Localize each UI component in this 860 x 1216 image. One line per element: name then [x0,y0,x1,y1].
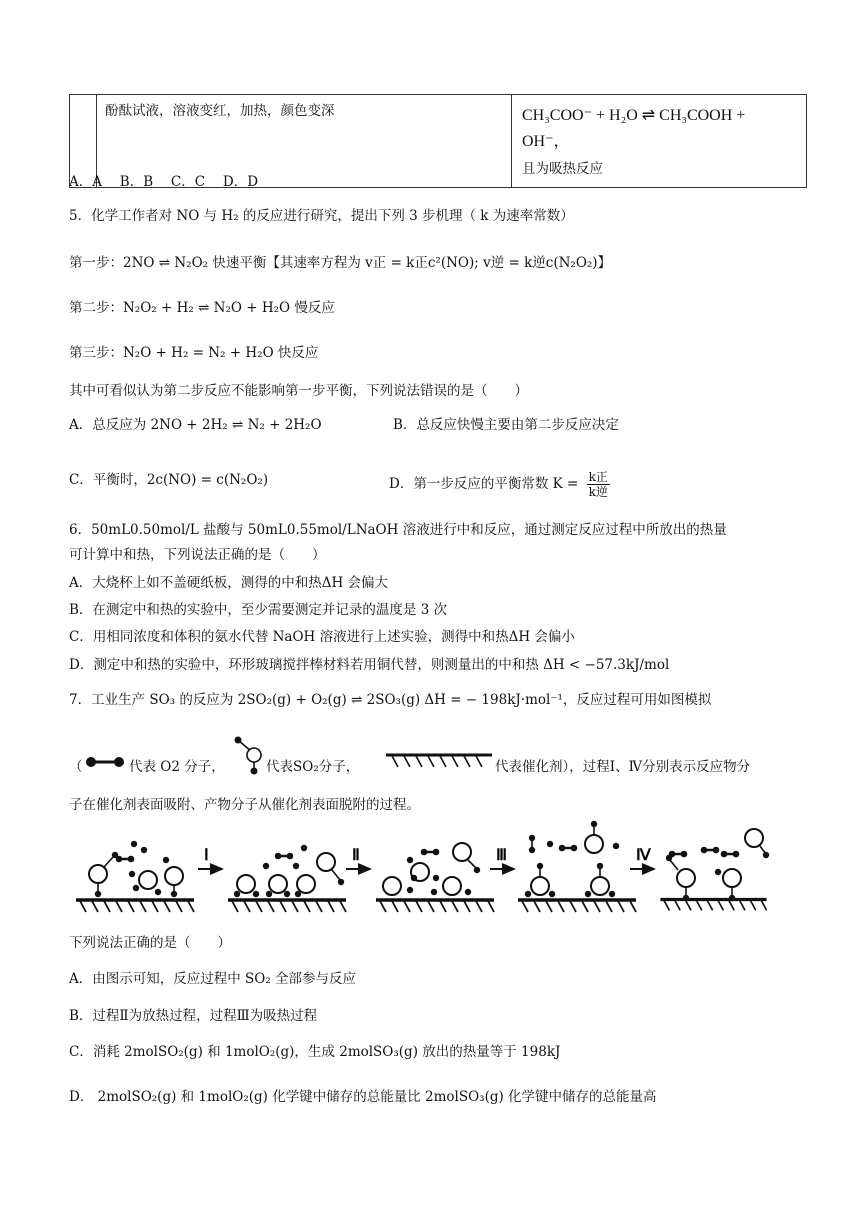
panel-adsorption [228,845,346,912]
q5-stem: 5．化学工作者对 NO 与 H₂ 的反应进行研究，提出下列 3 步机理（ k 为速率常数） [69,208,574,224]
q5-option-d-prefix: D．第一步反应的平衡常数 K = [389,476,579,492]
table-explanation-cell [512,95,807,188]
q5-option-d[interactable] [389,470,610,499]
step-label-1: Ⅰ [204,847,209,864]
catalyst-icon [384,752,494,770]
q6-stem-line2: 可计算中和热，下列说法正确的是（ ） [69,547,326,563]
q7-option-d[interactable]: D． 2molSO₂(g) 和 1molO₂(g) 化学键中储存的总能量比 2molSO₃(g) 化学键中储存的总能量高 [69,1089,657,1105]
q5-step2: 第二步：N₂O₂ + H₂ ⇌ N₂O + H₂O 慢反应 [69,300,335,316]
panel-reaction [376,843,494,912]
o2-molecule-icon [84,752,128,772]
q7-legend-so2-text: 代表SO₂分子， [266,759,360,775]
panel-product [518,821,636,912]
q5-step1: 第一步：2NO ⇌ N₂O₂ 快速平衡【其速率方程为 v正 = k正c²(NO); v逆 = k逆c(N₂O₂)】 [69,255,612,271]
q6-option-d[interactable]: D．测定中和热的实验中，环形玻璃搅拌棒材料若用铜代替，则测量出的中和热 ΔH < −57.3kJ/mol [69,657,670,673]
panel-desorption [660,829,769,910]
q7-legend-line2: 子在催化剂表面吸附、产物分子从催化剂表面脱附的过程。 [69,797,420,813]
table-equation: CH₃COO⁻ + H₂O ⇌ CH₃COOH + OH⁻， [522,107,746,150]
q6-option-a[interactable]: A．大烧杯上如不盖硬纸板，测得的中和热ΔH 会偏大 [69,575,389,591]
step-label-3: Ⅲ [496,847,508,864]
q7-option-b[interactable]: B．过程Ⅱ为放热过程，过程Ⅲ为吸热过程 [69,1008,318,1024]
reaction-process-figure [70,814,770,926]
q5-option-c[interactable]: C．平衡时，2c(NO) = c(N₂O₂) [69,472,269,488]
q5-ask: 其中可看似认为第二步反应不能影响第一步平衡，下列说法错误的是（ ） [69,383,528,399]
q5-step3: 第三步：N₂O + H₂ = N₂ + H₂O 快反应 [69,345,319,361]
q7-ask: 下列说法正确的是（ ） [69,935,231,951]
table-note: 且为吸热反应 [522,161,603,177]
q7-legend-catalyst-text: 代表催化剂），过程Ⅰ、Ⅳ分别表示反应物分 [495,759,751,775]
q5-option-b[interactable]: B．总反应快慢主要由第二步反应决定 [393,417,619,433]
q6-option-b[interactable]: B．在测定中和热的实验中，至少需要测定并记录的温度是 3 次 [69,602,448,618]
q4-options: A．A B．B C．C D．D [69,174,259,190]
q6-option-c[interactable]: C．用相同浓度和体积的氨水代替 NaOH 溶液进行上述实验，测得中和热ΔH 会偏小 [69,629,575,645]
q7-option-a[interactable]: A．由图示可知，反应过程中 SO₂ 全部参与反应 [69,971,357,987]
panel-initial [76,841,194,912]
step-label-2: Ⅱ [352,847,360,864]
step-label-4: Ⅳ [636,847,651,864]
q6-stem-line1: 6．50mL0.50mol/L 盐酸与 50mL0.55mol/LNaOH 溶液进行中和反应，通过测定反应过程中所放出的热量 [69,522,727,538]
q7-legend-open: （ [69,759,83,775]
k-denominator: k逆 [588,485,608,499]
so2-molecule-icon [232,734,266,776]
q7-option-c[interactable]: C．消耗 2molSO₂(g) 和 1molO₂(g)，生成 2molSO₃(g) 放出的热量等于 198kJ [69,1044,561,1060]
q5-option-a[interactable]: A．总反应为 2NO + 2H₂ ⇌ N₂ + 2H₂O [69,417,322,433]
k-numerator: k正 [588,470,608,484]
q7-legend-o2-text: 代表 O2 分子， [129,759,225,775]
k-fraction [587,470,610,499]
q7-stem: 7．工业生产 SO₃ 的反应为 2SO₂(g) + O₂(g) ⇌ 2SO₃(g) ΔH = − 198kJ·mol⁻¹，反应过程可用如图模拟 [69,692,712,708]
table-phenomenon-text: 酚酞试液，溶液变红，加热，颜色变深 [105,103,335,119]
